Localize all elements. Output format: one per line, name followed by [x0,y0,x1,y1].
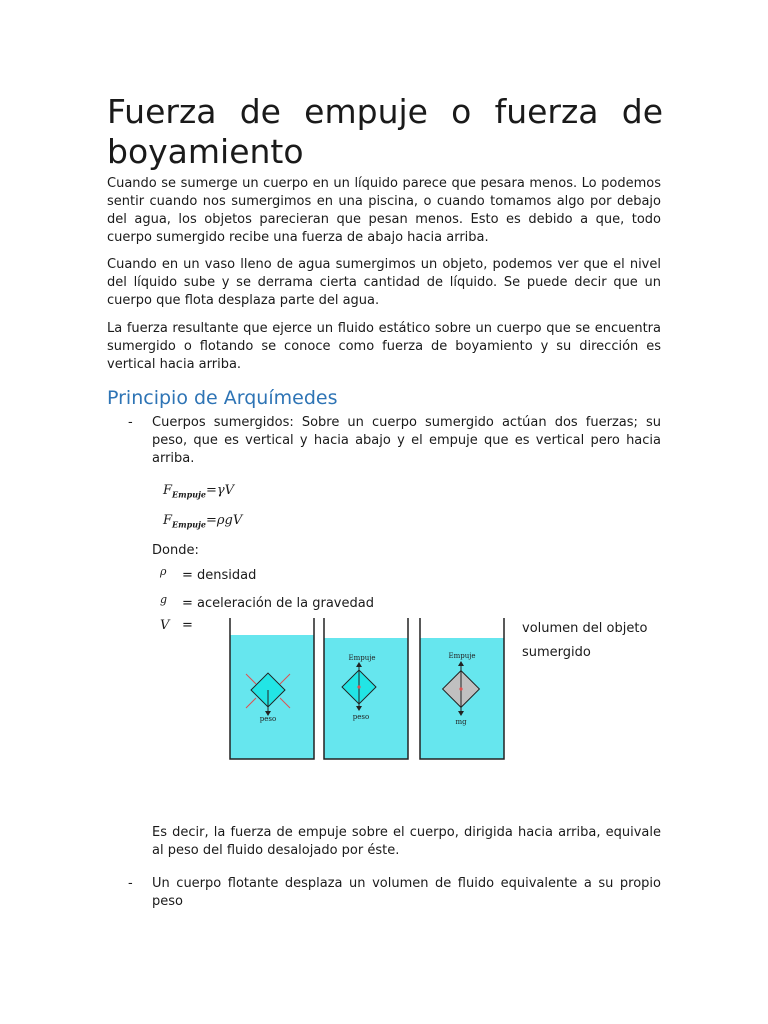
beaker-3-bottom-label: mg [455,718,467,726]
beaker-1 [230,618,314,759]
volume-description: volumen del objeto sumergido [522,621,648,660]
formula-empuje-gamma: $F_{Empuje}=\gamma V$ [163,483,235,500]
bullet-text-1: Cuerpos sumergidos: Sobre un cuerpo sumergido actúan dos fuerzas; su peso, que es vertical y hacia abajo y el empuje que es vertical pero hacia arriba. [152,415,661,466]
beaker-2-top-label: Empuje [348,654,376,662]
definition-gravity: g = aceleración de la gravedad [160,593,374,611]
section-heading: Principio de Arquímedes [107,387,338,409]
paragraph-2: Cuando en un vaso lleno de agua sumergimos un objeto, podemos ver que el nivel del líquido sube y se derrama cierta cantidad de líquido. Se puede decir que un cuerpo que flota desplaza parte del agua. [107,257,661,308]
title-line-2: boyamiento [107,132,304,171]
beaker-3-top-label: Empuje [448,652,476,660]
donde-label: Donde: [152,543,199,558]
title-line-1: Fuerza de empuje o fuerza de [107,92,663,131]
paragraph-1: Cuando se sumerge un cuerpo en un líquido parece que pesara menos. Lo podemos sentir cuando nos sumergimos en una piscina, o cuando tomamos algo por debajo del agua, los objetos parecieran que pesan menos. Esto es debido a que, todo cuerpo sumergido recibe una fuerza de abajo hacia arriba. [107,176,661,245]
bullet-marker-1: - [128,415,133,430]
beaker-2-bottom-label: peso [352,713,370,721]
bullet-text-2: Un cuerpo flotante desplaza un volumen de fluido equivalente a su propio peso [152,876,661,909]
beaker-2 [324,618,408,759]
page-title [107,92,663,172]
definition-density: ρ = densidad [160,565,257,583]
es-decir-paragraph: Es decir, la fuerza de empuje sobre el cuerpo, dirigida hacia arriba, equivale al peso del fluido desalojado por éste. [152,825,661,858]
beaker-1-bottom-label: peso [259,715,277,723]
formula-empuje-rho: $F_{Empuje}=\rho gV$ [163,513,243,530]
beaker-3 [420,618,504,759]
paragraph-3: La fuerza resultante que ejerce un fluido estático sobre un cuerpo que se encuentra sumergido o flotando se conoce como fuerza de boyamiento y su dirección es vertical hacia arriba. [107,321,661,372]
definition-volume: V = [160,618,193,633]
bullet-marker-2: - [128,876,133,891]
buoyancy-beakers-figure [216,616,516,764]
